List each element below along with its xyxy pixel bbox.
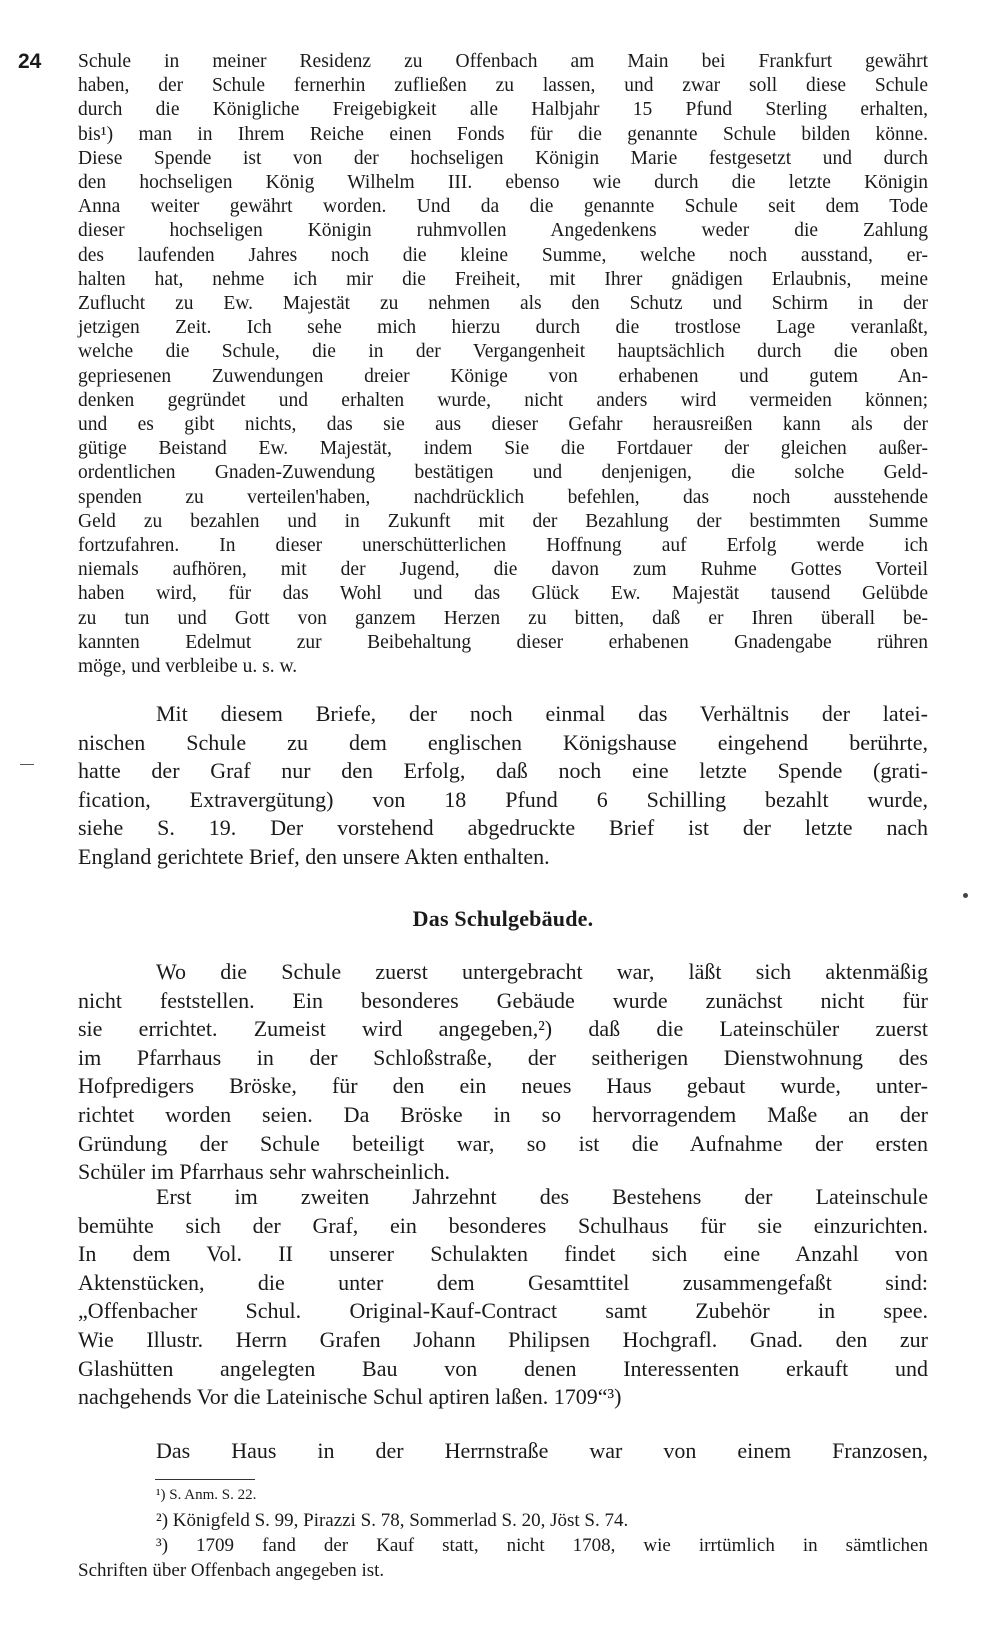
text-line: hatte der Graf nur den Erfolg, daß noch eine letzte Spende (grati-	[78, 758, 928, 784]
text-line: fortzufahren. In dieser unerschütterlichen Hoffnung auf Erfolg werde ich	[78, 535, 928, 557]
text-line: denken gegründet und erhalten wurde, nicht anders wird vermeiden können;	[78, 389, 928, 411]
text-line: Anna weiter gewährt worden. Und da die genannte Schule seit dem Tode	[78, 196, 928, 218]
text-line: Schüler im Pfarrhaus sehr wahrscheinlich.	[78, 1159, 451, 1185]
text-line: nicht feststellen. Ein besonderes Gebäude wurde zunächst nicht für	[78, 987, 928, 1013]
footnote-2: ²) Königfeld S. 99, Pirazzi S. 78, Sommerlad S. 20, Jöst S. 74.	[156, 1510, 629, 1531]
text-line: ordentlichen Gnaden-Zuwendung bestätigen und denjenigen, die solche Geld-	[78, 462, 928, 484]
quoted-letter	[78, 50, 928, 679]
footnote-divider	[155, 1479, 255, 1480]
paragraph-first-location	[78, 958, 928, 1187]
text-line: kannten Edelmut zur Beibehaltung dieser erhabenen Gnadengabe rühren	[78, 631, 928, 653]
text-line: des laufenden Jahres noch die kleine Summe, welche noch ausstand, er-	[78, 244, 928, 266]
text-line: welche die Schule, die in der Vergangenheit hauptsächlich durch die oben	[78, 341, 928, 363]
text-line: und es gibt nichts, das sie aus dieser Gefahr herausreißen kann als der	[78, 414, 928, 436]
text-line: nachgehends Vor die Lateinische Schul aptiren laßen. 1709“³)	[78, 1384, 622, 1410]
text-line: haben wird, für das Wohl und das Glück Ew. Majestät tausend Gelübde	[78, 583, 928, 605]
text-line: Hofpredigers Bröske, für den ein neues Haus gebaut wurde, unter-	[78, 1073, 928, 1099]
text-line: fication, Extravergütung) von 18 Pfund 6 Schilling bezahlt wurde,	[78, 786, 928, 812]
text-line: möge, und verbleibe u. s. w.	[78, 656, 298, 678]
text-line: gütige Beistand Ew. Majestät, indem Sie die Fortdauer der gleichen außer-	[78, 438, 928, 460]
text-line: England gerichtete Brief, den unsere Akten enthalten.	[78, 843, 550, 869]
text-line: Mit diesem Briefe, der noch einmal das Verhältnis der latei-	[156, 701, 928, 726]
paragraph-school-house	[78, 1183, 928, 1412]
text-line: Gründung der Schule beteiligt war, so ist die Aufnahme der ersten	[78, 1130, 928, 1156]
text-line: Erst im zweiten Jahrzehnt des Bestehens der Lateinschule	[156, 1184, 928, 1209]
text-line: Wo die Schule zuerst untergebracht war, läßt sich aktenmäßig	[156, 959, 928, 984]
footnote-3-line-1: ³) 1709 fand der Kauf statt, nicht 1708, wie irrtümlich in sämtlichen	[156, 1535, 928, 1556]
footnote-1	[78, 1483, 928, 1508]
text-line: haben, der Schule fernerhin zufließen zu lassen, und zwar soll diese Schule	[78, 75, 928, 97]
text-line: Wie Illustr. Herrn Grafen Johann Philipsen Hochgrafl. Gnad. den zur	[78, 1326, 928, 1352]
text-line: In dem Vol. II unserer Schulakten findet sich eine Anzahl von	[78, 1241, 928, 1267]
text-line: Das Haus in der Herrnstraße war von einem Franzosen,	[156, 1438, 928, 1463]
text-line: richtet worden seien. Da Bröske in so hervorragendem Maße an der	[78, 1101, 928, 1127]
text-line: sie errichtet. Zumeist wird angegeben,²) daß die Lateinschüler zuerst	[78, 1016, 928, 1042]
margin-dot	[963, 893, 968, 898]
text-line: zu tun und Gott von ganzem Herzen zu bitten, daß er Ihren überall be-	[78, 607, 928, 629]
text-line: niemals aufhören, mit der Jugend, die davon zum Ruhme Gottes Vorteil	[78, 559, 928, 581]
paragraph-english-relations	[78, 700, 928, 872]
text-line: spenden zu verteilen'haben, nachdrücklich befehlen, das noch ausstehende	[78, 486, 928, 508]
text-line: durch die Königliche Freigebigkeit alle Halbjahr 15 Pfund Sterling erhalten,	[78, 99, 928, 121]
text-line: Diese Spende ist von der hochseligen Königin Marie festgesetzt und durch	[78, 147, 928, 169]
text-line: Zuflucht zu Ew. Majestät zu nehmen als den Schutz und Schirm in der	[78, 293, 928, 315]
text-line: bemühte sich der Graf, ein besonderes Schulhaus für sie einzurichten.	[78, 1212, 928, 1238]
text-line: Glashütten angelegten Bau von denen Interessenten erkauft und	[78, 1355, 928, 1381]
text-line: dieser hochseligen Königin ruhmvollen Angedenkens weder die Zahlung	[78, 220, 928, 242]
text-line: Schule in meiner Residenz zu Offenbach am Main bei Frankfurt gewährt	[78, 51, 928, 72]
footnote-3-line-2: Schriften über Offenbach angegeben ist.	[78, 1560, 385, 1581]
text-line: „Offenbacher Schul. Original-Kauf-Contract samt Zubehör in spee.	[78, 1298, 928, 1324]
footnote-1-text: ¹) S. Anm. S. 22.	[156, 1487, 257, 1503]
text-line: im Pfarrhaus in der Schloßstraße, der seitherigen Dienstwohnung des	[78, 1044, 928, 1070]
text-line: Aktenstücken, die unter dem Gesamttitel zusammengefaßt sind:	[78, 1269, 928, 1295]
section-heading: Das Schulgebäude.	[412, 906, 594, 931]
text-line: gepriesenen Zuwendungen dreier Könige von erhabenen und gutem An-	[78, 365, 928, 387]
paragraph-herrnstrasse	[78, 1437, 928, 1466]
footnotes	[78, 1483, 928, 1583]
text-line: den hochseligen König Wilhelm III. ebenso wie durch die letzte Königin	[78, 172, 928, 194]
text-line: halten hat, nehme ich mir die Freiheit, mit Ihrer gnädigen Erlaubnis, meine	[78, 268, 928, 290]
page-number: 24	[18, 50, 42, 73]
text-line: jetzigen Zeit. Ich sehe mich hierzu durch die trostlose Lage veranlaßt,	[78, 317, 928, 339]
text-line: Geld zu bezahlen und in Zukunft mit der Bezahlung der bestimmten Summe	[78, 510, 928, 532]
text-line: siehe S. 19. Der vorstehend abgedruckte Brief ist der letzte nach	[78, 815, 928, 841]
text-line: bis¹) man in Ihrem Reiche einen Fonds für die genannte Schule bilden könne.	[78, 123, 928, 145]
margin-mark	[20, 764, 34, 765]
text-line: nischen Schule zu dem englischen Königshause eingehend berührte,	[78, 729, 928, 755]
